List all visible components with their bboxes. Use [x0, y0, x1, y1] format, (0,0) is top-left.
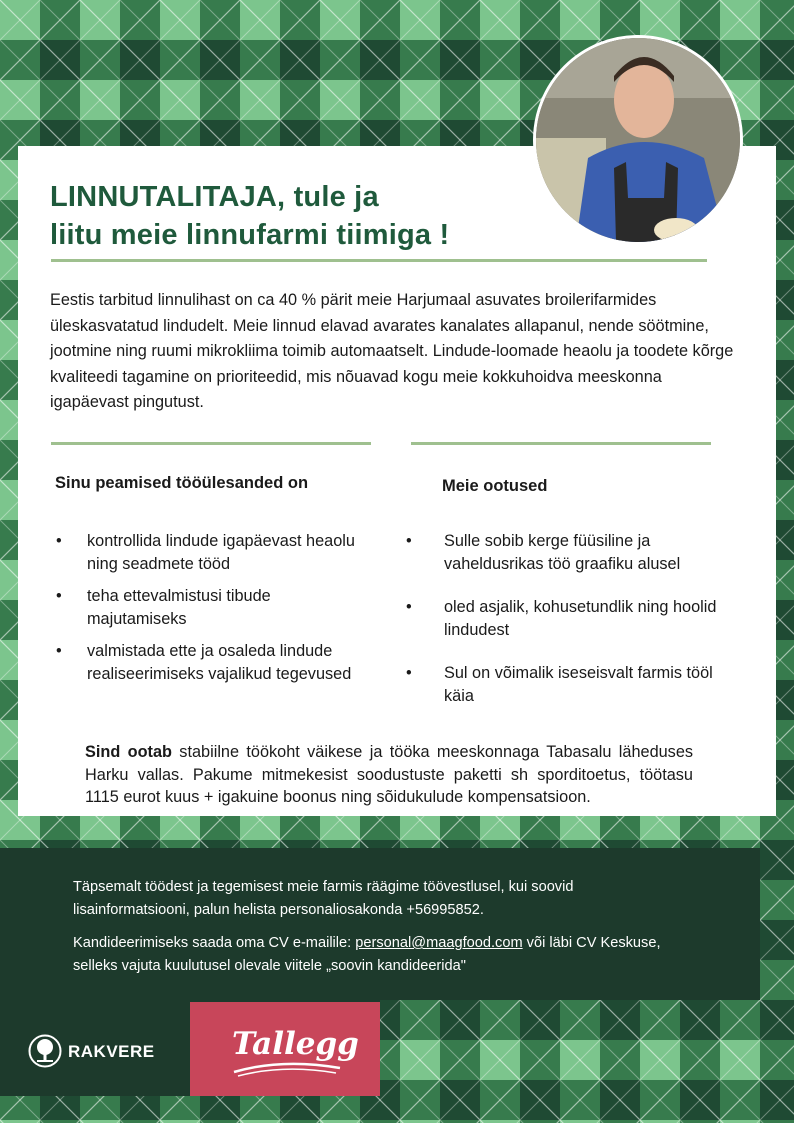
- offer-body: stabiilne töökoht väikese ja tööka meeskonnaga Tabasalu läheduses Harku vallas. Pakume mitmekesist soodustuste paketti sh sporditoetus, töötasu 1115 eurot kuus + igakuine boonus ning sõidukulude kompensatsioon.: [85, 743, 694, 806]
- list-item: • Sulle sobib kerge füüsiline ja vaheldusrikas töö graafiku alusel: [406, 530, 736, 575]
- title-divider: [51, 259, 707, 262]
- list-item: • teha ettevalmistusi tibude majutamiseks: [56, 585, 356, 630]
- list-item: • oled asjalik, kohusetundlik ning hoolid lindudest: [406, 596, 736, 641]
- offer-lead: Sind ootab: [85, 743, 172, 761]
- page-title: [50, 178, 449, 254]
- tree-emblem-icon: [28, 1034, 62, 1068]
- right-divider: [411, 442, 711, 445]
- contact-panel: [0, 848, 760, 1000]
- intro-text: Eestis tarbitud linnulihast on ca 40 % pärit meie Harjumaal asuvates broilerifarmides üleskasvatatud lindudelt. Meie linnud elavad avarates kanalates allapanul, nende söötmine, jootmine ning ruumi mikrokliima toimib automaatselt. Lindude-loomade heaolu ja toodete kõrge kvaliteedi tagamine on prioriteedid, mis nõuavad kogu meie kokkuhoidva meeskonna igapäevast pingutust.: [50, 291, 734, 411]
- person-photo: [533, 35, 743, 245]
- offer-text: [85, 741, 693, 809]
- expectations-heading: Meie ootused: [442, 477, 548, 495]
- application-outro: või läbi CV Keskuse, selleks vajuta kuulutusel olevale viitele „soovin kandideerida": [73, 935, 661, 974]
- tasks-heading: Sinu peamised tööülesanded on: [55, 474, 309, 492]
- application-intro: Kandideerimiseks saada oma CV e-mailile:: [73, 935, 356, 951]
- tallegg-swoosh-icon: [232, 1062, 342, 1078]
- list-item: • kontrollida lindude igapäevast heaolu ning seadmete tööd: [56, 530, 356, 575]
- left-divider: [51, 442, 371, 445]
- tasks-list: [56, 530, 356, 695]
- application-info: [73, 932, 693, 978]
- rakvere-logo: RAKVERE: [68, 1042, 155, 1061]
- list-item: • valmistada ette ja osaleda lindude realiseerimiseks vajalikud tegevused: [56, 640, 356, 685]
- title-line-1: LINNUTALITAJA, tule ja: [50, 181, 379, 213]
- list-item: • Sul on võimalik iseseisvalt farmis tööl käia: [406, 662, 736, 707]
- expectations-list: [406, 530, 736, 728]
- email-link[interactable]: personal@maagfood.com: [355, 935, 523, 951]
- contact-info: Täpsemalt töödest ja tegemisest meie farmis räägime töövestlusel, kui soovid lisainformatsiooni, palun helista personaliosakonda +56995852.: [73, 879, 574, 918]
- person-photo-illustration: [536, 38, 740, 242]
- tallegg-logo: Tallegg: [232, 1026, 359, 1062]
- title-line-2: liitu meie linnufarmi tiimiga !: [50, 219, 450, 251]
